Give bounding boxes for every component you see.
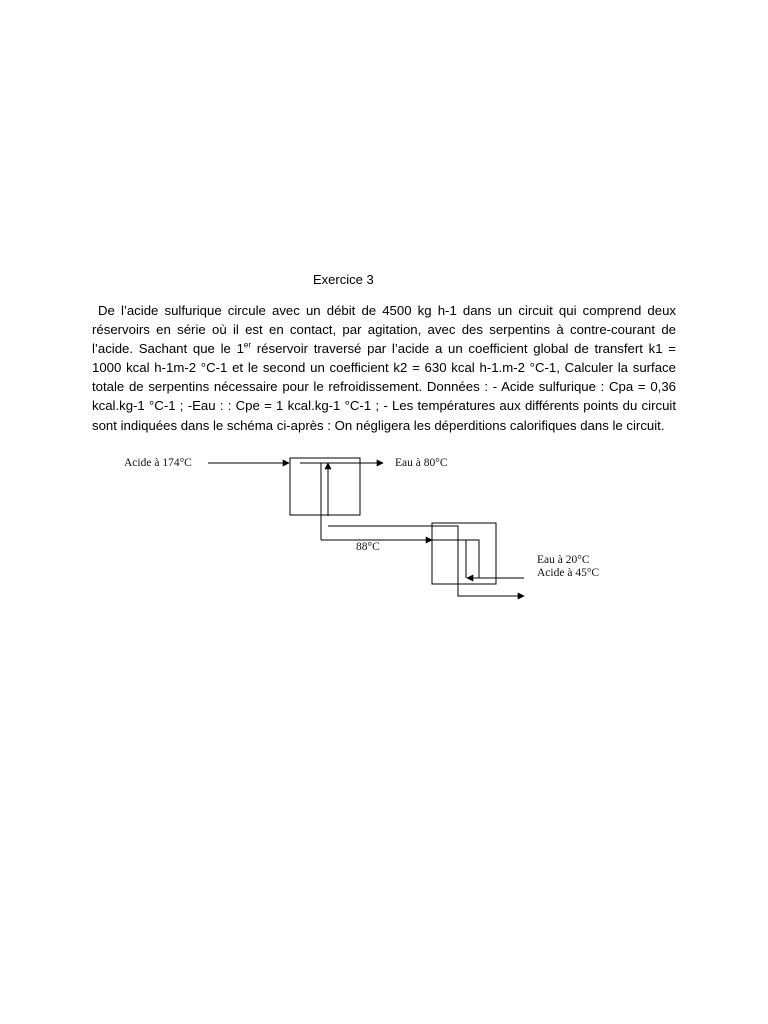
ordinal-superscript: er [243,340,252,350]
statement-part-2: réservoir traversé par l’acide a un coefficient global de transfert k1 = 1000 kcal h-1m-2 °C-1 et le second un coefficient k2 = 630 kcal h-1.m-2 °C-1, Calculer la surface totale de serpentins nécessaire pour le refroidissement. Données : - Acide sulfurique : Cpa = 0,36 kcal.kg-1 °C-1 ; -Eau : : Cpe = 1 kcal.kg-1 °C-1 ; - Les températures aux différents points du circuit sont indiquées dans le schéma ci-après : On négligera les déperditions calorifiques dans le circuit. [92,341,676,433]
reservoir-1 [290,458,360,515]
connecting-pipe-water [328,526,458,540]
label-acid-outlet: Acide à 45°C [537,567,600,579]
reservoir-2 [432,523,496,584]
coil-2-outer [432,540,479,578]
label-intermediate-temp: 88°C [356,541,380,553]
label-water-outlet: Eau à 80°C [395,457,448,469]
exercise-title: Exercice 3 [313,272,374,287]
label-water-inlet: Eau à 20°C [537,554,590,566]
acid-outlet-line [458,540,524,596]
statement-part-1: De l’acide sulfurique circule avec un débit de 4500 kg h-1 dans un circuit qui comprend deux réservoirs en série où il est en contact, par agitation, avec des serpentins à contre-courant de l’acide. Sachant que le 1 [92,303,676,357]
label-acid-inlet: Acide à 174°C [124,457,192,469]
